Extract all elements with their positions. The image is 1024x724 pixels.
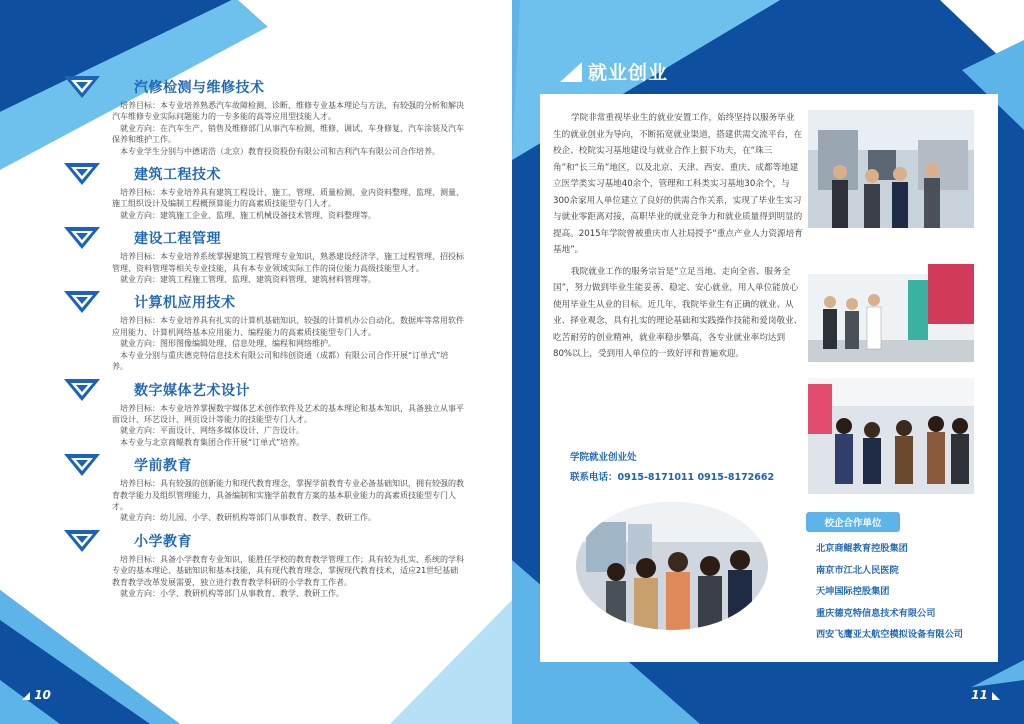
major-section [64,528,464,600]
triangle-heading-icon [560,62,582,82]
partner-item: 天坤国际控股集团 [816,586,890,597]
major-title: 汽修检测与维修技术 [134,80,265,96]
page-number-right: 11 [971,688,1000,702]
major-title: 建设工程管理 [134,231,221,248]
photo-exhibition-hall [808,244,974,362]
major-title: 计算机应用技术 [134,295,236,312]
major-section [64,74,464,157]
major-title: 小学教育 [134,533,192,550]
major-paragraph: 本专业学生分别与中德诺浩（北京）教育投资股份有限公司和吉利汽车有限公司合作培养。 [120,146,440,156]
triangle-bullet-icon [64,528,102,554]
body-paragraph: 学院非常重视毕业生的就业安置工作，始终坚持以服务毕业生的就业创业为导向，不断拓宽就业渠道，搭建供需交流平台，在校企、校院实习基地建设与就业合作上狠下功夫，在“珠三角”和“长三角”地区，以及北京、天津、西安、重庆、成都等地建立医学类实习基地40余个，管理和工科类实习基地30余个，与300余家用人单位建立了良好的供需合作关系，实现了毕业生实习与就业零距离对接，高职毕业的就业竞争力和就业质量得到明显的提高。2015年学院曾被重庆市人社局授予“重点产业人力资源培育基地”。 [553,113,803,255]
major-paragraph: 就业方向：平面设计、网络多媒体设计、广告设计。 [120,426,304,436]
contact-block [570,448,774,488]
triangle-bullet-icon [64,74,102,100]
major-paragraph: 就业方向：幼儿园、小学、教研机构等部门从事教育、教学、教研工作。 [120,513,376,523]
major-paragraph: 就业方向：图形图像编辑处理、信息处理、编程和网络维护。 [120,339,336,349]
partner-item: 南京市江北人民医院 [816,564,899,576]
major-paragraph: 就业方向：在汽车生产、销售及维修部门从事汽车检测、维修、调试、车身修复、汽车涂装及汽车保养和维护工作。 [112,123,464,145]
partner-item: 北京商鲲教育控股集团 [816,543,908,554]
triangle-bullet-icon [64,225,102,251]
office-name: 学院就业创业处 [570,452,637,463]
major-paragraph: 培养目标：具备小学教育专业知识，能胜任学校的教育教学管理工作；具有较为扎实、系统的学科专业的基本理论、基础知识和基本技能，具有现代教育理念，掌握现代教育技术，适应21世纪基础教育教学改革发展需要，独立进行教育教学科研的小学教育工作者。 [112,554,464,587]
body-paragraph: 我院就业工作的服务宗旨是“立足当地、走向全省、服务全国”，努力做到毕业生能妥善、稳定、安心就业，用人单位能放心使用毕业生从业的目标。近几年，我院毕业生有正确的就业、从业、择业观念，具有扎实的理论基础和实践操作技能和爱岗敬业、吃苦耐劳的创业精神，就业率稳步攀高，各专业就业率均达到80%以上，受到用人单位的一致好评和普遍欢迎。 [553,266,803,359]
employment-text [553,110,803,364]
partners-list [816,538,963,646]
partners-label: 校企合作单位 [806,512,900,532]
triangle-bullet-icon [64,452,102,478]
major-paragraph: 就业方向：建筑施工企业、监理、施工机械设备技术管理、资料整理等。 [120,210,376,220]
triangle-bullet-icon [64,377,102,403]
major-section [64,225,464,285]
major-paragraph: 培养目标：本专业培养具有建筑工程设计、施工、管理、质量检测、业内资料整理、监理、测量、施工组织设计及编制工程概预算能力的高素质技能型专门人才。 [112,188,464,209]
photo-job-fair [808,378,974,494]
major-title: 建筑工程技术 [134,167,221,184]
phone-numbers: 联系电话：0915-8171011 0915-8172662 [570,472,775,483]
major-section [64,161,464,221]
partner-item: 重庆德克特信息技术有限公司 [816,607,936,619]
triangle-heading-icon [22,692,30,700]
major-title: 数字媒体艺术设计 [134,382,250,399]
partner-item: 西安飞鹰亚太航空模拟设备有限公司 [816,629,963,640]
section-heading [560,58,668,85]
photo-lab-visit [808,110,974,228]
major-paragraph: 本专业与北京商鲲教育集团合作开展“订单式”培养。 [120,437,305,447]
major-paragraph: 培养目标：本专业培养熟悉汽车故障检测、诊断、维修专业基本理论与方法，有较强的分析和解决汽车维修专业实际问题能力的一专多能的高等应用型技能人才。 [112,101,464,122]
major-section [64,377,464,449]
major-paragraph: 本专业分别与重庆德克特信息技术有限公司和纬创资通（成都）有限公司合作开展“订单式”培养。 [112,350,449,372]
major-paragraph: 就业方向：小学、教研机构等部门从事教育、教学、教研工作。 [120,588,344,598]
heading-title: 就业创业 [588,62,669,84]
major-title: 学前教育 [134,458,192,475]
triangle-bullet-icon [64,289,102,315]
major-paragraph: 培养目标：本专业培养掌握数字媒体艺术创作软件及艺术的基本理论和基本知识，具备独立从事平面设计、环艺设计、网页设计等能力的技能型专门人才。 [112,403,464,424]
triangle-bullet-icon [64,161,102,187]
major-section [64,452,464,524]
page-number-left: 10 [22,688,51,702]
major-paragraph: 培养目标：具有较强的创新能力和现代教育理念，掌握学前教育专业必备基础知识，拥有较强的教育教学能力及组织管理能力，具备编制和实施学前教育方案的基本职业能力的高素质技能型专门人才。 [112,479,464,511]
major-paragraph: 就业方向：建筑工程施工管理、监理、建筑资料管理、建筑材料管理等。 [120,275,376,285]
major-section [64,289,464,372]
major-paragraph: 培养目标：本专业培养系统掌握建筑工程管理专业知识，熟悉建设经济学、施工过程管理、招投标管理、资料管理等相关专业技能，具有本专业领域实际工作的岗位能力高级技能型人才。 [112,252,464,273]
photo-career-fair [576,502,768,630]
majors-list [64,74,464,599]
major-paragraph: 培养目标：本专业培养具有扎实的计算机基础知识、较强的计算机办公自动化、数据库等常用软件应用能力、计算机网络基本应用能力、编程能力的高素质技能型专门人才。 [112,316,464,337]
triangle-heading-icon [992,692,1000,700]
